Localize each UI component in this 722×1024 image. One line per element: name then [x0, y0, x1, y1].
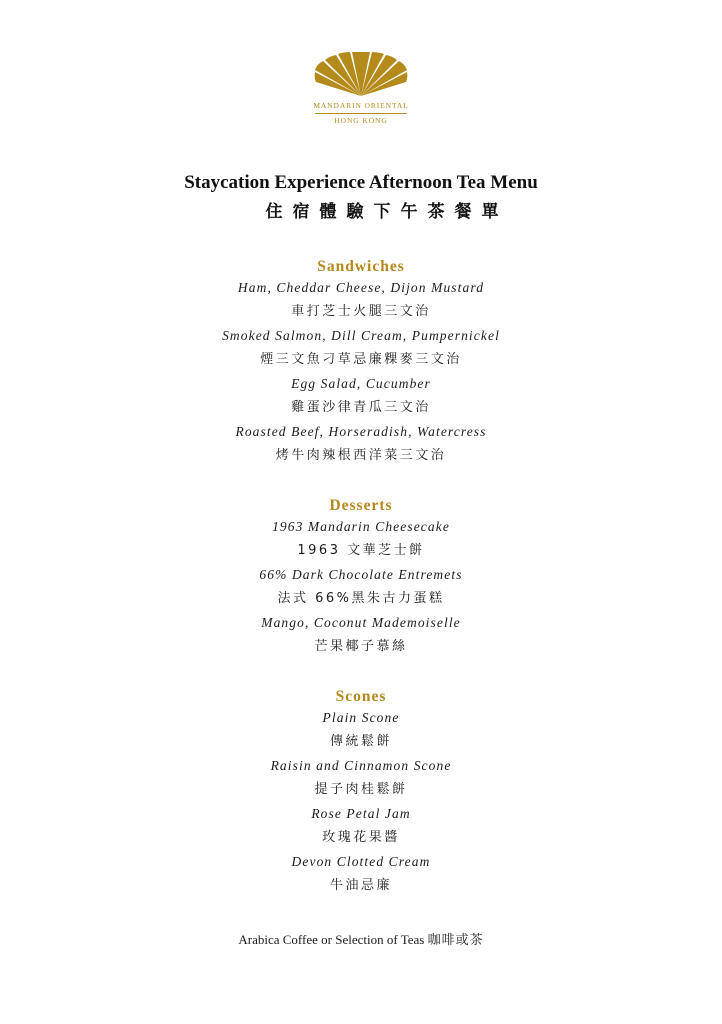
- section-heading: Scones: [335, 688, 387, 705]
- section-desserts: [0, 497, 722, 659]
- section-scones: [0, 688, 722, 898]
- section-heading: Desserts: [329, 497, 393, 514]
- menu-item-name-zh: 烤牛肉辣根西洋菜三文治: [275, 448, 447, 463]
- brand-location: HONG KONG: [334, 115, 388, 125]
- menu-item-name: Egg Salad, Cucumber: [291, 376, 431, 391]
- menu-item-name: Roasted Beef, Horseradish, Watercress: [235, 424, 487, 439]
- menu-item-name-zh: 法式 66%黑朱古力蛋糕: [277, 591, 445, 606]
- brand-divider: [315, 113, 407, 114]
- menu-item-name: Mango, Coconut Mademoiselle: [261, 615, 461, 630]
- beverage-note-zh: 咖啡或茶: [427, 933, 484, 948]
- menu-item-name-zh: 車打芝士火腿三文治: [291, 304, 431, 319]
- menu-item-name: Devon Clotted Cream: [291, 854, 431, 869]
- menu-item-name: 66% Dark Chocolate Entremets: [259, 567, 463, 582]
- menu-item-name: Rose Petal Jam: [311, 806, 411, 821]
- menu-item-name-zh: 雞蛋沙律青瓜三文治: [291, 400, 431, 415]
- brand-name: MANDARIN ORIENTAL: [313, 101, 409, 110]
- section-sandwiches: [0, 258, 722, 468]
- menu-item-name: Plain Scone: [322, 710, 400, 725]
- menu-item-name-zh: 玫瑰花果醬: [322, 830, 400, 845]
- beverage-note: [0, 929, 722, 948]
- menu-title: Staycation Experience Afternoon Tea Menu: [184, 172, 538, 193]
- fan-icon: [313, 52, 409, 98]
- menu-item-name: Smoked Salmon, Dill Cream, Pumpernickel: [222, 328, 500, 343]
- menu-item-name-zh: 牛油忌廉: [329, 878, 392, 893]
- section-heading: Sandwiches: [317, 258, 405, 275]
- brand-logo: [0, 52, 722, 124]
- menu-item-name-zh: 提子肉桂鬆餅: [314, 782, 408, 797]
- menu-item-name-zh: 傳統鬆餅: [329, 734, 392, 749]
- menu-item-name-zh: 煙三文魚刁草忌廉粿麥三文治: [260, 352, 462, 367]
- menu-item-name: 1963 Mandarin Cheesecake: [272, 519, 450, 534]
- menu-header: [0, 173, 722, 221]
- menu-title-zh: 住宿體驗下午茶餐單: [265, 202, 509, 222]
- menu-item-name: Ham, Cheddar Cheese, Dijon Mustard: [237, 280, 485, 295]
- menu-item-name-zh: 芒果椰子慕絲: [314, 639, 408, 654]
- beverage-note-en: Arabica Coffee or Selection of Teas: [238, 932, 425, 947]
- menu-item-name: Raisin and Cinnamon Scone: [270, 758, 452, 773]
- menu-item-name-zh: 1963 文華芝士餅: [297, 543, 425, 558]
